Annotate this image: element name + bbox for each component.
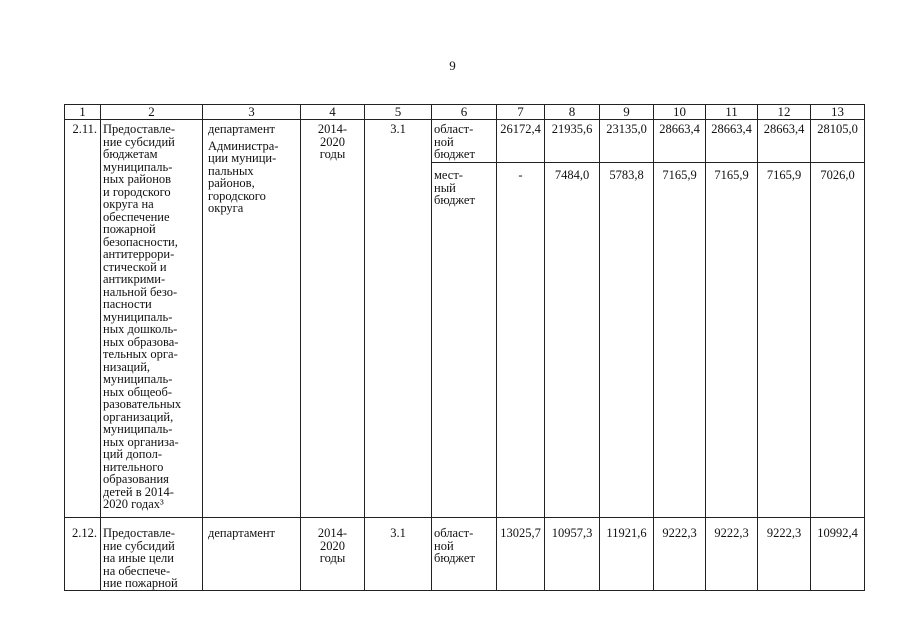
value-cell: 9222,3: [654, 518, 706, 591]
header-cell: 7: [497, 105, 545, 120]
table-row: [65, 120, 865, 163]
program-table: [64, 104, 865, 591]
budget-source: област- ной бюджет: [432, 518, 497, 591]
budget-source: мест- ный бюджет: [432, 163, 497, 518]
header-cell: 8: [545, 105, 600, 120]
value-cell: -: [497, 163, 545, 518]
value-cell: 5783,8: [600, 163, 654, 518]
header-cell: 10: [654, 105, 706, 120]
value-cell: 26172,4: [497, 120, 545, 163]
header-cell: 1: [65, 105, 101, 120]
row-number: 2.12.: [65, 518, 101, 591]
row-executor: департамент: [203, 518, 301, 591]
value-cell: 10957,3: [545, 518, 600, 591]
header-cell: 5: [365, 105, 432, 120]
row-description: Предоставле- ние субсидий на иные цели на обеспече- ние пожарной: [101, 518, 203, 591]
row-period: 2014- 2020 годы: [301, 518, 365, 591]
value-cell: 9222,3: [706, 518, 758, 591]
row-code: 3.1: [365, 518, 432, 591]
value-cell: 28663,4: [654, 120, 706, 163]
row-description: Предоставле- ние субсидий бюджетам муниципаль- ных районов и городского округа на обеспечение пожарной безопасности, антитеррори- стической и антикрими- нальной безо- пасности муниципаль- ных дошколь- ных образова- тельных орга- низаций, муниципаль- ных общеоб- разовательных организаций, муниципаль- ных организа- ций допол- нительного образования детей в 2014- 2020 годах³: [101, 120, 203, 518]
value-cell: 28105,0: [811, 120, 865, 163]
value-cell: 11921,6: [600, 518, 654, 591]
value-cell: 7165,9: [758, 163, 811, 518]
header-cell: 11: [706, 105, 758, 120]
row-number: 2.11.: [65, 120, 101, 518]
header-cell: 4: [301, 105, 365, 120]
table-row: [65, 518, 865, 591]
value-cell: 28663,4: [706, 120, 758, 163]
row-code: 3.1: [365, 120, 432, 518]
header-cell: 13: [811, 105, 865, 120]
header-cell: 9: [600, 105, 654, 120]
value-cell: 21935,6: [545, 120, 600, 163]
value-cell: 10992,4: [811, 518, 865, 591]
header-cell: 2: [101, 105, 203, 120]
header-cell: 6: [432, 105, 497, 120]
header-row: [65, 105, 865, 120]
row-executor: департамент Администра- ции муници- пальных районов, городского округа: [203, 120, 301, 518]
header-cell: 3: [203, 105, 301, 120]
value-cell: 9222,3: [758, 518, 811, 591]
budget-source: област- ной бюджет: [432, 120, 497, 163]
value-cell: 7484,0: [545, 163, 600, 518]
value-cell: 23135,0: [600, 120, 654, 163]
value-cell: 7165,9: [706, 163, 758, 518]
row-period: 2014- 2020 годы: [301, 120, 365, 518]
value-cell: 7026,0: [811, 163, 865, 518]
page-number: 9: [449, 58, 456, 73]
value-cell: 7165,9: [654, 163, 706, 518]
header-cell: 12: [758, 105, 811, 120]
value-cell: 28663,4: [758, 120, 811, 163]
value-cell: 13025,7: [497, 518, 545, 591]
